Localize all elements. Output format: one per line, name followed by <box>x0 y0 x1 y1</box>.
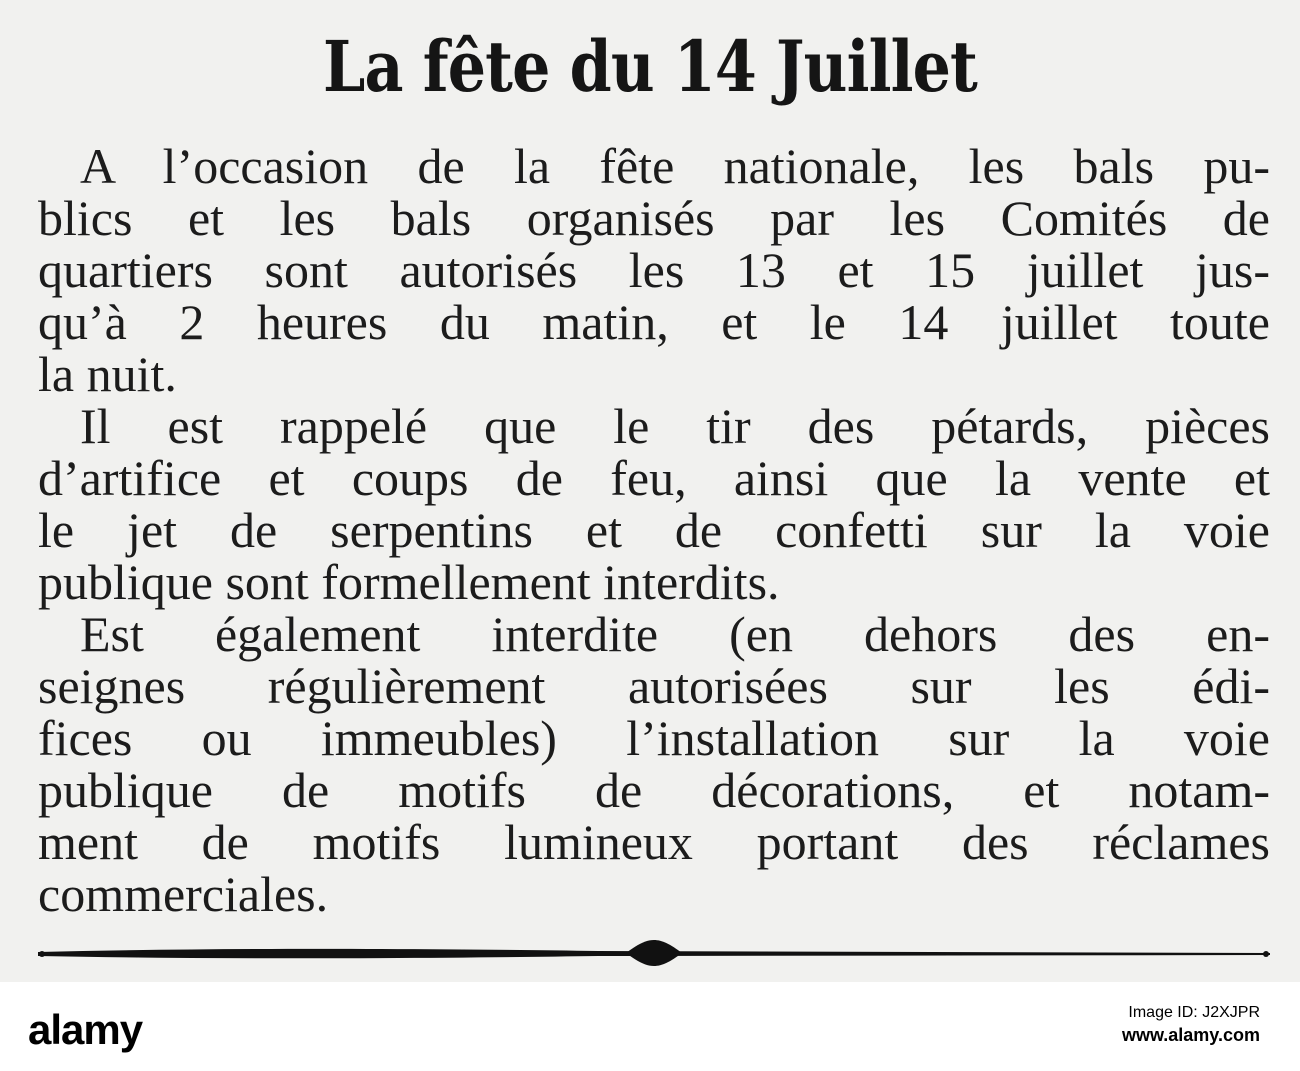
ornamental-divider <box>38 932 1270 972</box>
article-line: A l’occasion de la fête nationale, les bals pu- <box>80 138 1270 194</box>
stock-url: www.alamy.com <box>1121 1025 1260 1045</box>
alamy-logo: alamy <box>28 1006 143 1053</box>
article-line: Il est rappelé que le tir des pétards, pièces <box>80 398 1270 454</box>
article-title: La fête du 14 Juillet <box>322 25 978 108</box>
article-line: d’artifice et coups de feu, ainsi que la vente et <box>38 450 1270 506</box>
article-line: fices ou immeubles) l’installation sur la voie <box>38 710 1270 766</box>
stock-footer <box>0 982 1300 1071</box>
article-line: le jet de serpentins et de confetti sur la voie <box>38 502 1270 558</box>
article-line: publique sont formellement interdits. <box>38 554 780 610</box>
article-line: commerciales. <box>38 866 329 922</box>
article-line: blics et les bals organisés par les Comités de <box>38 190 1270 246</box>
article-line: seignes régulièrement autorisées sur les édi- <box>38 658 1270 714</box>
article-line: publique de motifs de décorations, et notam- <box>38 762 1270 818</box>
article-line: ment de motifs lumineux portant des réclames <box>38 814 1270 870</box>
article-line: qu’à 2 heures du matin, et le 14 juillet toute <box>38 294 1270 350</box>
stock-meta <box>1122 1002 1260 1046</box>
article-body <box>38 140 1270 920</box>
image-id-label: Image ID: J2XJPR <box>1128 1004 1260 1021</box>
article-line: quartiers sont autorisés les 13 et 15 juillet jus- <box>38 242 1270 298</box>
article-line: la nuit. <box>38 346 177 402</box>
article-line: Est également interdite (en dehors des en- <box>80 606 1270 662</box>
